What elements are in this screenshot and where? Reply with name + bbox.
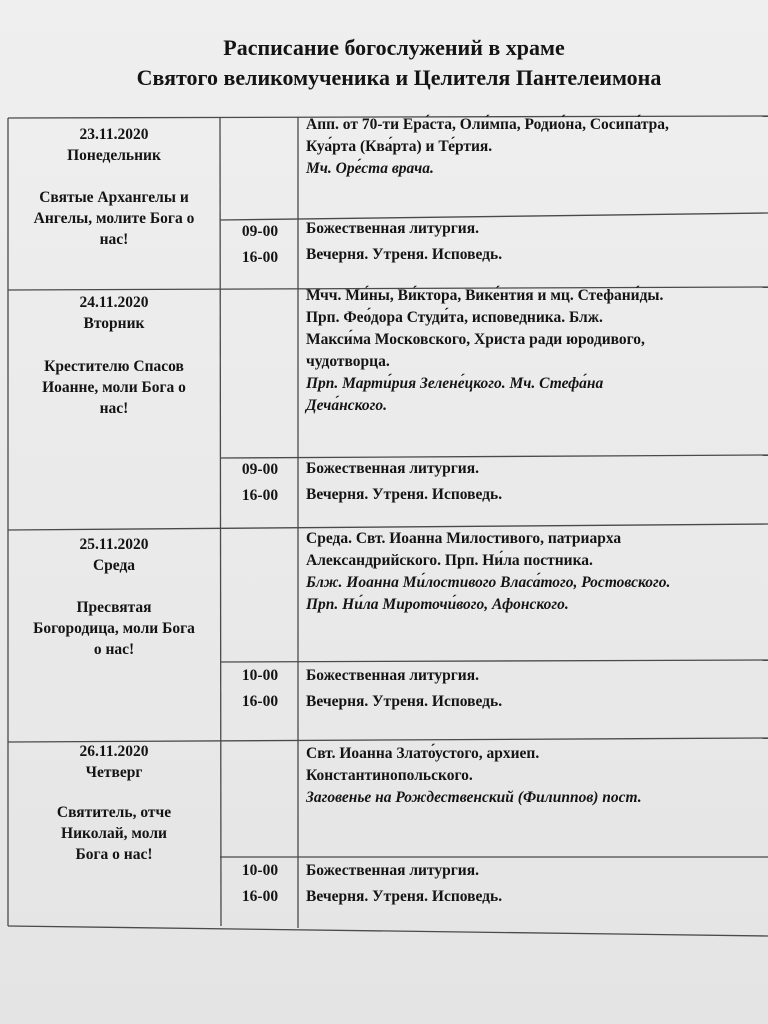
service-name: Вечерня. Утреня. Исповедь. bbox=[306, 888, 503, 905]
day-cell-2 bbox=[8, 292, 220, 419]
feast-line: Макси́ма Московского, Христа ради юродивого, bbox=[306, 331, 645, 348]
day-date: 23.11.2020 bbox=[79, 126, 149, 143]
day-prayer: Святые Архангелы и Ангелы, молите Бога о нас! bbox=[33, 189, 195, 248]
services-4 bbox=[306, 858, 766, 910]
service-time: 10-00 bbox=[241, 667, 279, 684]
feast-line: Среда. Свт. Иоанна Милостивого, патриарха bbox=[306, 530, 622, 547]
day-prayer: Крестителю Спасов Иоанне, моли Бога о нас! bbox=[42, 358, 186, 417]
day-cell-3 bbox=[8, 534, 220, 660]
service-time: 10-00 bbox=[241, 862, 279, 879]
feast-line: Деча́нского. bbox=[306, 397, 387, 414]
service-name: Вечерня. Утреня. Исповедь. bbox=[306, 693, 503, 710]
day-weekday: Вторник bbox=[83, 315, 145, 332]
service-name: Божественная литургия. bbox=[306, 667, 479, 684]
day-date: 25.11.2020 bbox=[79, 536, 149, 553]
feast-line: Блж. Иоанна Ми́лостивого Власа́того, Ростовского. bbox=[306, 574, 671, 591]
service-time: 09-00 bbox=[241, 461, 279, 478]
day-weekday: Четверг bbox=[85, 764, 143, 781]
feast-cell-1 bbox=[306, 114, 768, 180]
feast-cell-3 bbox=[306, 528, 768, 616]
feast-line: Прп. Марти́рия Зелене́цкого. Мч. Стефа́на bbox=[306, 375, 604, 392]
service-times-1 bbox=[222, 219, 298, 271]
service-name: Божественная литургия. bbox=[306, 460, 479, 477]
feast-cell-2 bbox=[306, 285, 768, 417]
feast-line: Куа́рта (Ква́рта) и Те́ртия. bbox=[306, 138, 493, 155]
feast-line: чудотворца. bbox=[306, 353, 390, 370]
day-date: 26.11.2020 bbox=[79, 743, 149, 760]
feast-line: Свт. Иоанна Злато́устого, архиеп. bbox=[306, 745, 540, 762]
day-cell-1 bbox=[8, 124, 220, 250]
feast-line: Заговенье на Рождественский (Филиппов) пост. bbox=[306, 789, 642, 806]
document-title-line-2: Святого великомученика и Целителя Пантелеимона bbox=[136, 65, 662, 90]
document-title-line-1: Расписание богослужений в храме bbox=[223, 35, 565, 60]
feast-line: Александрийского. Прп. Ни́ла постника. bbox=[306, 552, 593, 569]
service-time: 09-00 bbox=[241, 223, 279, 240]
service-name: Божественная литургия. bbox=[306, 862, 479, 879]
services-1 bbox=[306, 216, 766, 268]
day-weekday: Среда bbox=[92, 557, 136, 574]
service-time: 16-00 bbox=[241, 888, 279, 905]
service-times-4 bbox=[222, 858, 298, 910]
day-weekday: Понедельник bbox=[67, 147, 161, 164]
feast-line: Апп. от 70-ти Ера́ста, Оли́мпа, Родио́на, Сосипа́тра, bbox=[306, 116, 669, 133]
feast-line: Мчч. Ми́ны, Ви́ктора, Вике́нтия и мц. Стефани́ды. bbox=[306, 287, 664, 304]
feast-line: Прп. Ни́ла Мироточи́вого, Афонского. bbox=[306, 596, 569, 613]
service-times-3 bbox=[222, 663, 298, 715]
day-prayer: Святитель, отче Николай, моли Бога о нас! bbox=[56, 804, 172, 863]
services-2 bbox=[306, 456, 766, 508]
service-times-2 bbox=[222, 457, 298, 509]
day-date: 24.11.2020 bbox=[79, 294, 149, 311]
day-prayer: Пресвятая Богородица, моли Бога о нас! bbox=[33, 599, 195, 658]
day-cell-4 bbox=[8, 741, 220, 865]
service-time: 16-00 bbox=[241, 249, 279, 266]
feast-line: Мч. Оре́ста врача. bbox=[306, 160, 434, 177]
services-3 bbox=[306, 663, 766, 715]
service-name: Божественная литургия. bbox=[306, 220, 479, 237]
service-name: Вечерня. Утреня. Исповедь. bbox=[306, 246, 503, 263]
feast-cell-4 bbox=[306, 743, 768, 809]
service-time: 16-00 bbox=[241, 487, 279, 504]
feast-line: Прп. Фео́дора Студи́та, исповедника. Блж. bbox=[306, 309, 603, 326]
feast-line: Константинопольского. bbox=[306, 767, 473, 784]
service-name: Вечерня. Утреня. Исповедь. bbox=[306, 486, 503, 503]
service-time: 16-00 bbox=[241, 693, 279, 710]
